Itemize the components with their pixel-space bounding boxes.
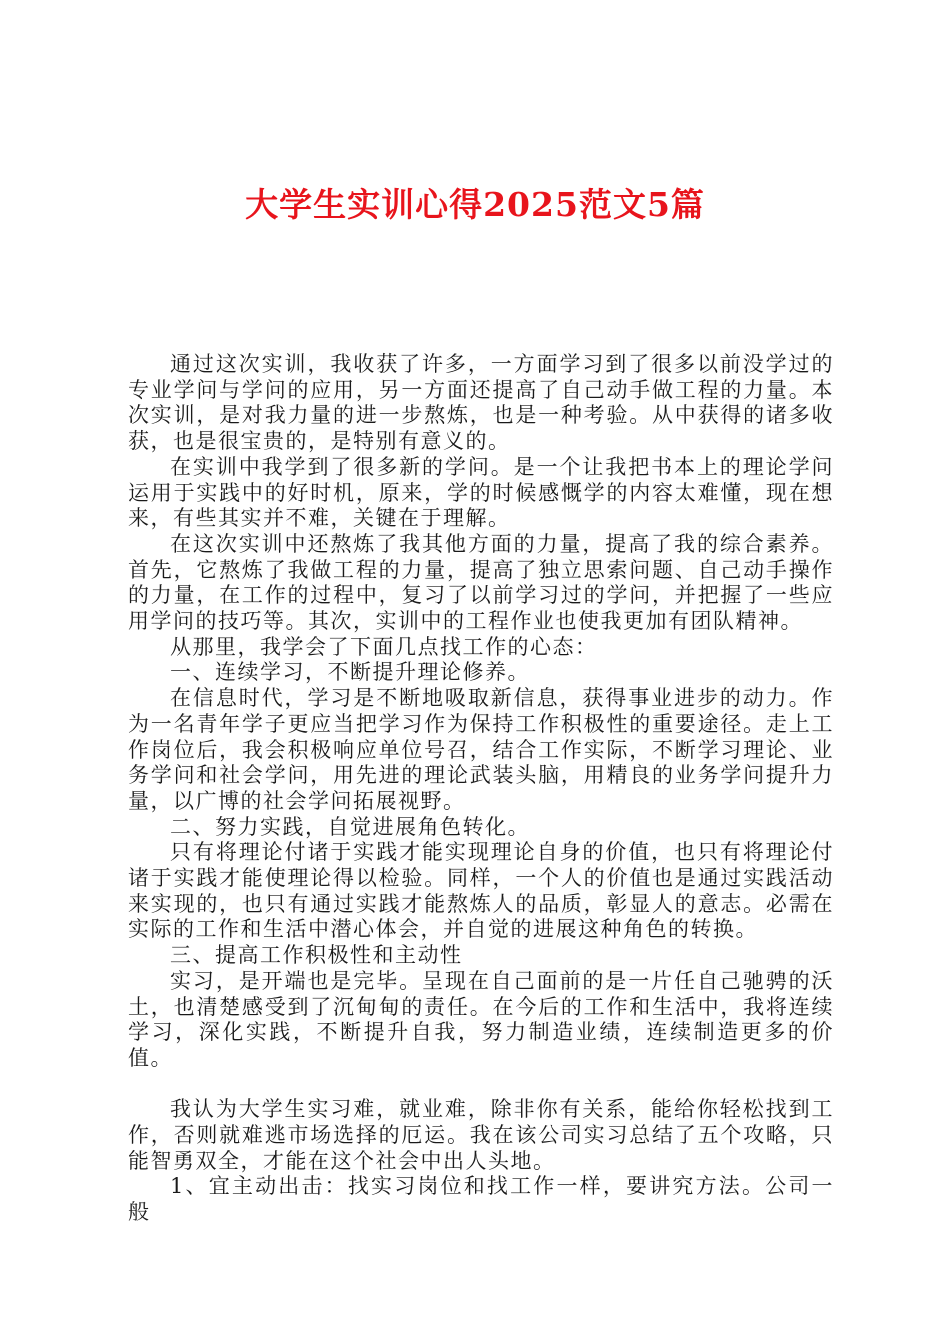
paragraph: 从那里，我学会了下面几点找工作的心态： [170,634,598,659]
paragraph: 我认为大学生实习难，就业难，除非你有关系，能给你轻松找到工作，否则就难逃市场选择的厄运。我在该公司实习总结了五个攻略，只能智勇双全，才能在这个社会中出人头地。 [128,1097,834,1173]
paragraph: 在信息时代，学习是不断地吸取新信息，获得事业进步的动力。作为一名青年学子更应当把学习作为保持工作积极性的重要途径。走上工作岗位后，我会积极响应单位号召，结合工作实际，不断学习理论、业务学问和社会学问，用先进的理论武装头脑，用精良的业务学问提升力量，以广博的社会学问拓展视野。 [128,686,834,813]
section-heading: 三、提高工作积极性和主动性 [170,943,463,968]
paragraph: 在这次实训中还熬炼了我其他方面的力量，提高了我的综合素养。首先，它熬炼了我做工程的力量，提高了独立思索问题、自己动手操作的力量，在工作的过程中，复习了以前学习过的学问，并把握了一些应用学问的技巧等。其次，实训中的工程作业也使我更加有团队精神。 [128,531,834,634]
paragraph: 在实训中我学到了很多新的学问。是一个让我把书本上的理论学问运用于实践中的好时机，原来，学的时候感慨学的内容太难懂，现在想来，有些其实并不难，关键在于理解。 [128,454,834,531]
paragraph: 通过这次实训，我收获了许多，一方面学习到了很多以前没学过的专业学问与学问的应用，另一方面还提高了自己动手做工程的力量。本次实训，是对我力量的进一步熬炼，也是一种考验。从中获得的诸多收获，也是很宝贵的，是特别有意义的。 [128,352,834,454]
document-body [128,352,834,1226]
section-heading: 二、努力实践，自觉进展角色转化。 [170,814,530,839]
paragraph: 1、宜主动出击：找实习岗位和找工作一样，要讲究方法。公司一般 [128,1174,834,1225]
section-heading: 一、连续学习，不断提升理论修养。 [170,660,530,685]
paragraph: 实习，是开端也是完毕。呈现在自己面前的是一片任自己驰骋的沃土，也清楚感受到了沉甸甸的责任。在今后的工作和生活中，我将连续学习，深化实践，不断提升自我，努力制造业绩，连续制造更多的价值。 [128,968,834,1070]
document-title: 大学生实训心得2025范文5篇 [245,185,705,224]
paragraph: 只有将理论付诸于实践才能实现理论自身的价值，也只有将理论付诸于实践才能使理论得以检验。同样，一个人的价值也是通过实践活动来实现的，也只有通过实践才能熬炼人的品质，彰显人的意志。必需在实际的工作和生活中潜心体会，并自觉的进展这种角色的转换。 [128,840,834,942]
